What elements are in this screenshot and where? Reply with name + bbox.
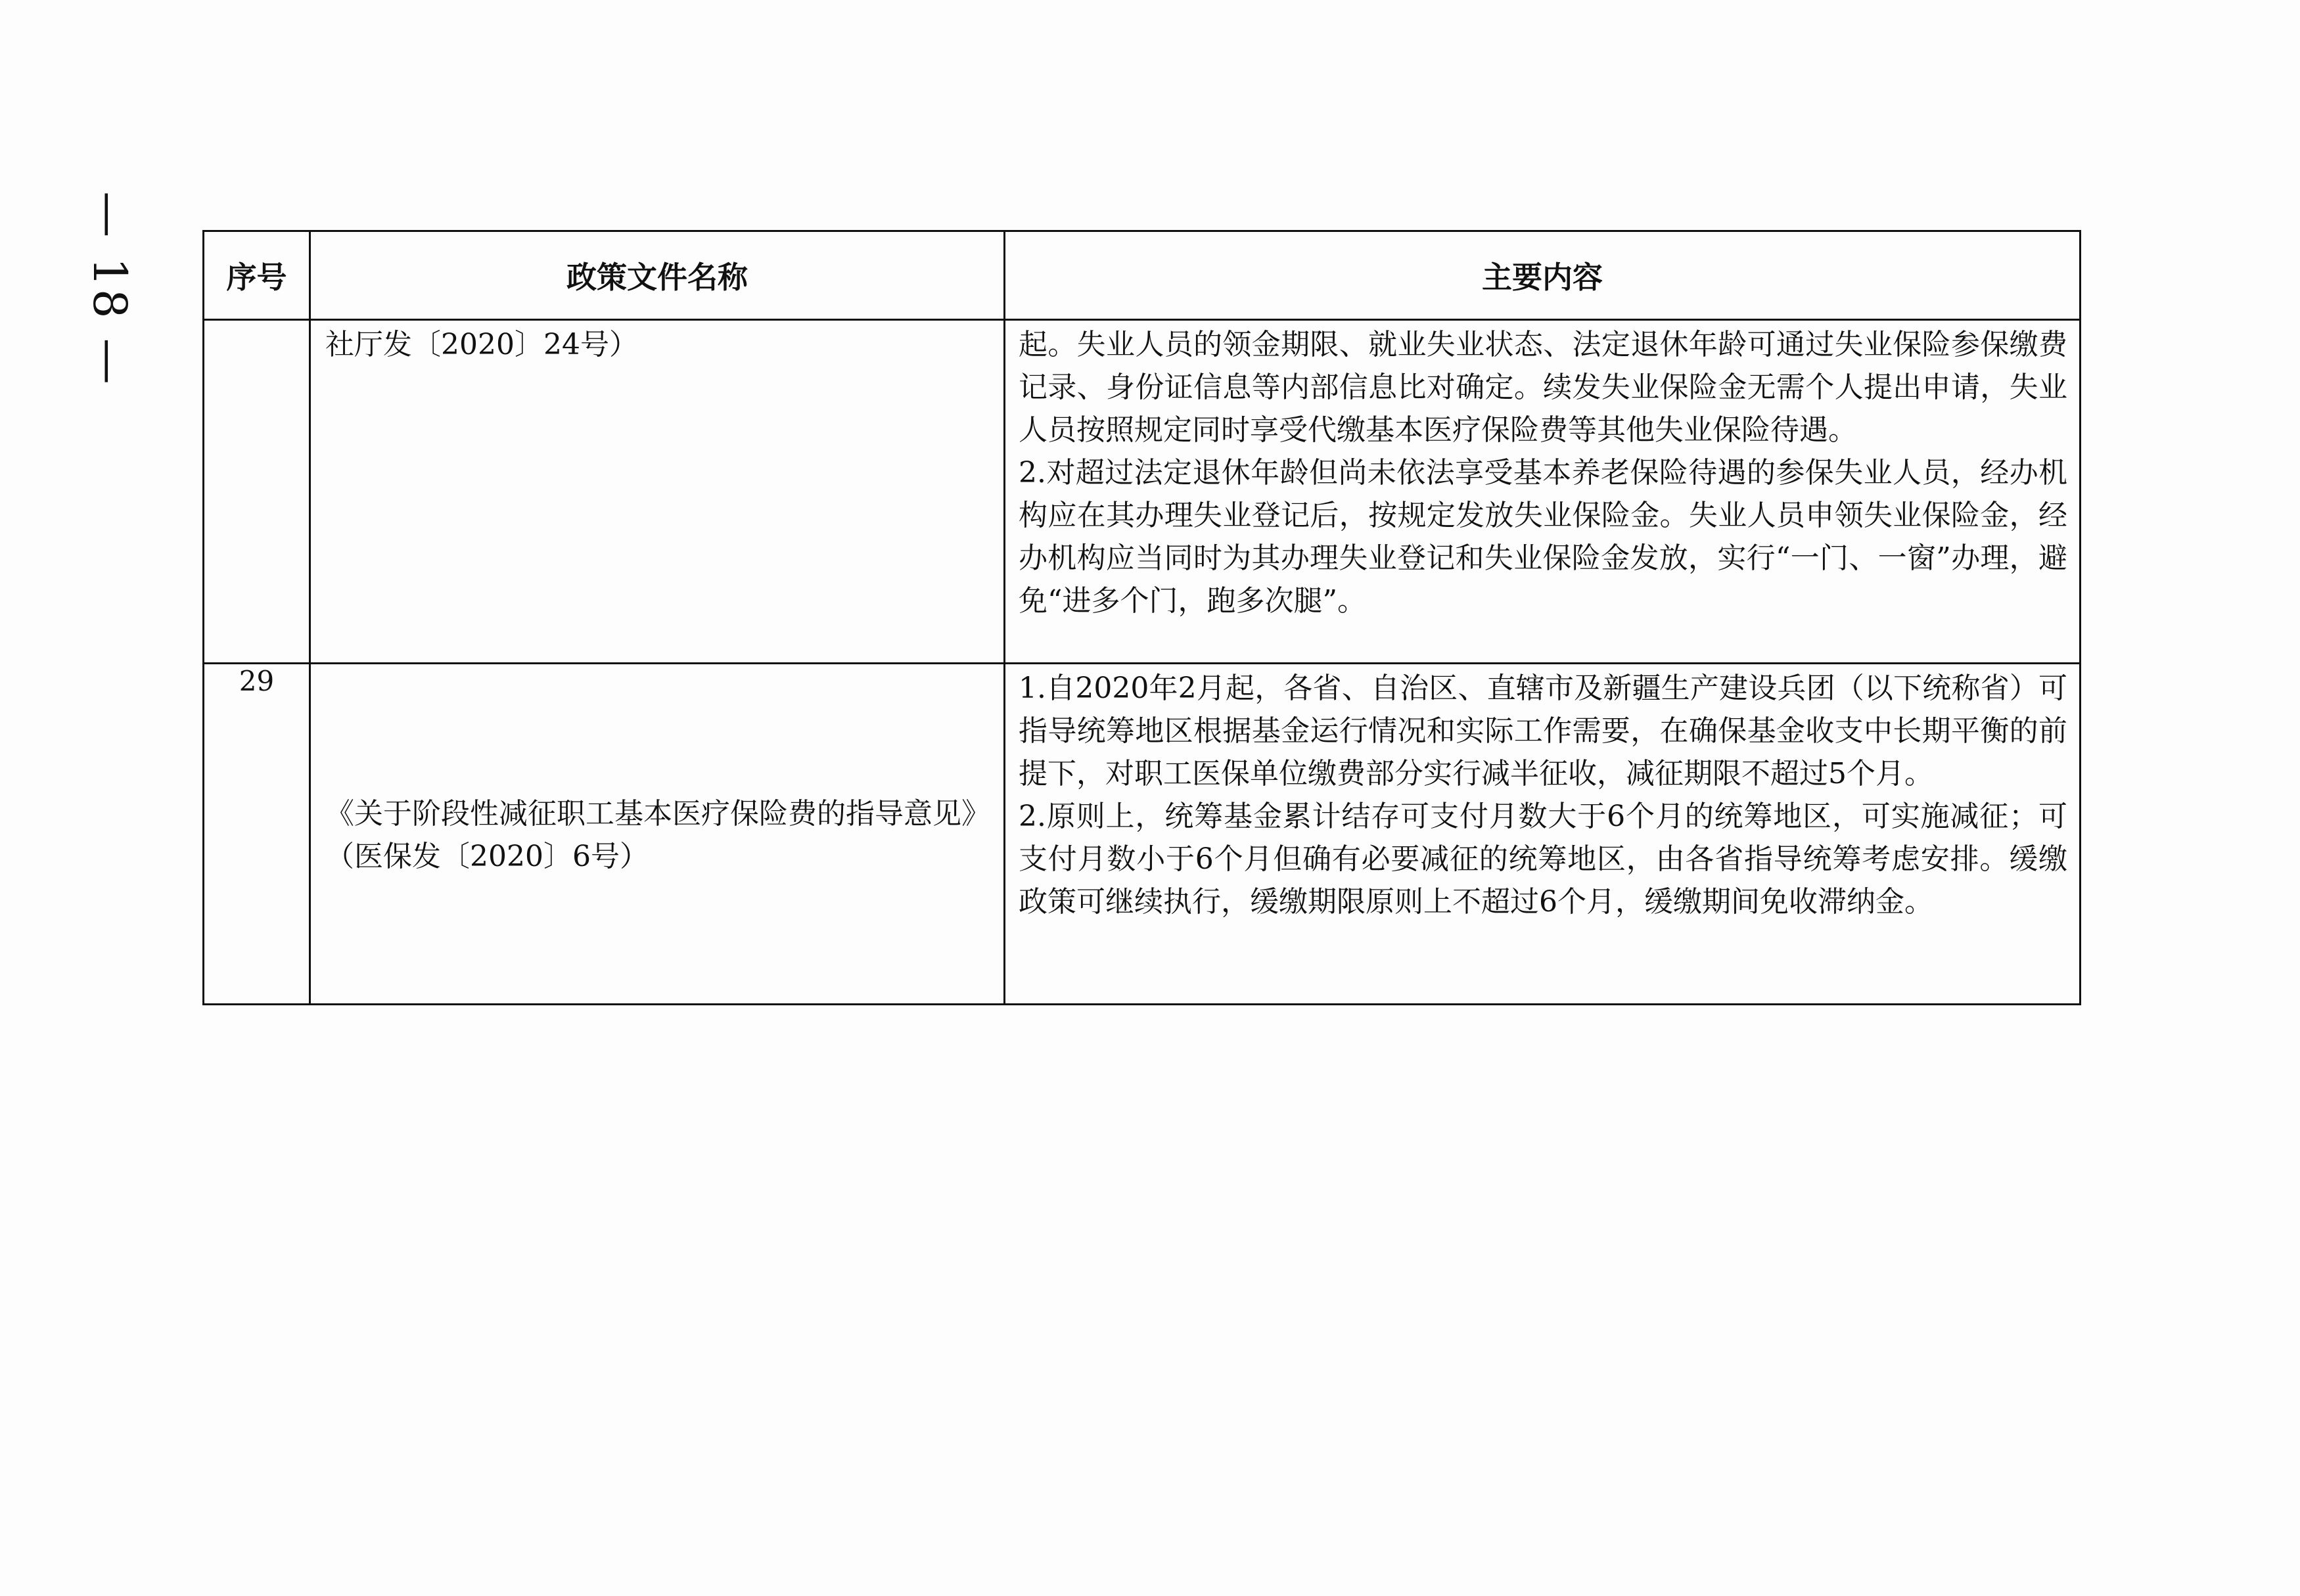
row-main-content bbox=[1005, 320, 2081, 664]
table-row bbox=[204, 320, 2081, 664]
table-row bbox=[204, 664, 2081, 1005]
policy-table bbox=[202, 230, 2081, 1005]
content-paragraph: 2.原则上，统筹基金累计结存可支付月数大于6个月的统筹地区，可实施减征；可支付月数小于6个月但确有必要减征的统筹地区，由各省指导统筹考虑安排。缓缴政策可继续执行，缓缴期限原则上不超过6个月，缓缴期间免收滞纳金。 bbox=[1019, 800, 2067, 919]
header-seq: 序号 bbox=[204, 231, 310, 320]
row-policy-name: 《关于阶段性减征职工基本医疗保险费的指导意见》（医保发〔2020〕6号） bbox=[310, 664, 1005, 1005]
row-policy-name: 社厅发〔2020〕24号） bbox=[310, 320, 1005, 664]
page-number-text: — 18 — bbox=[83, 191, 137, 387]
header-policy-name: 政策文件名称 bbox=[310, 231, 1005, 320]
header-main-content: 主要内容 bbox=[1005, 231, 2081, 320]
row-main-content bbox=[1005, 664, 2081, 1005]
content-paragraph: 起。失业人员的领金期限、就业失业状态、法定退休年龄可通过失业保险参保缴费记录、身份证信息等内部信息比对确定。续发失业保险金无需个人提出申请，失业人员按照规定同时享受代缴基本医疗保险费等其他失业保险待遇。 bbox=[1019, 328, 2067, 447]
row-seq: 29 bbox=[204, 664, 310, 1005]
table-header-row bbox=[204, 231, 2081, 320]
content-paragraph: 2.对超过法定退休年龄但尚未依法享受基本养老保险待遇的参保失业人员，经办机构应在其办理失业登记后，按规定发放失业保险金。失业人员申领失业保险金，经办机构应当同时为其办理失业登记和失业保险金发放，实行“一门、一窗”办理，避免“进多个门，跑多次腿”。 bbox=[1019, 456, 2067, 618]
page-number bbox=[74, 191, 146, 387]
row-seq bbox=[204, 320, 310, 664]
content-paragraph: 1.自2020年2月起，各省、自治区、直辖市及新疆生产建设兵团（以下统称省）可指导统筹地区根据基金运行情况和实际工作需要，在确保基金收支中长期平衡的前提下，对职工医保单位缴费部分实行减半征收，减征期限不超过5个月。 bbox=[1019, 672, 2067, 790]
